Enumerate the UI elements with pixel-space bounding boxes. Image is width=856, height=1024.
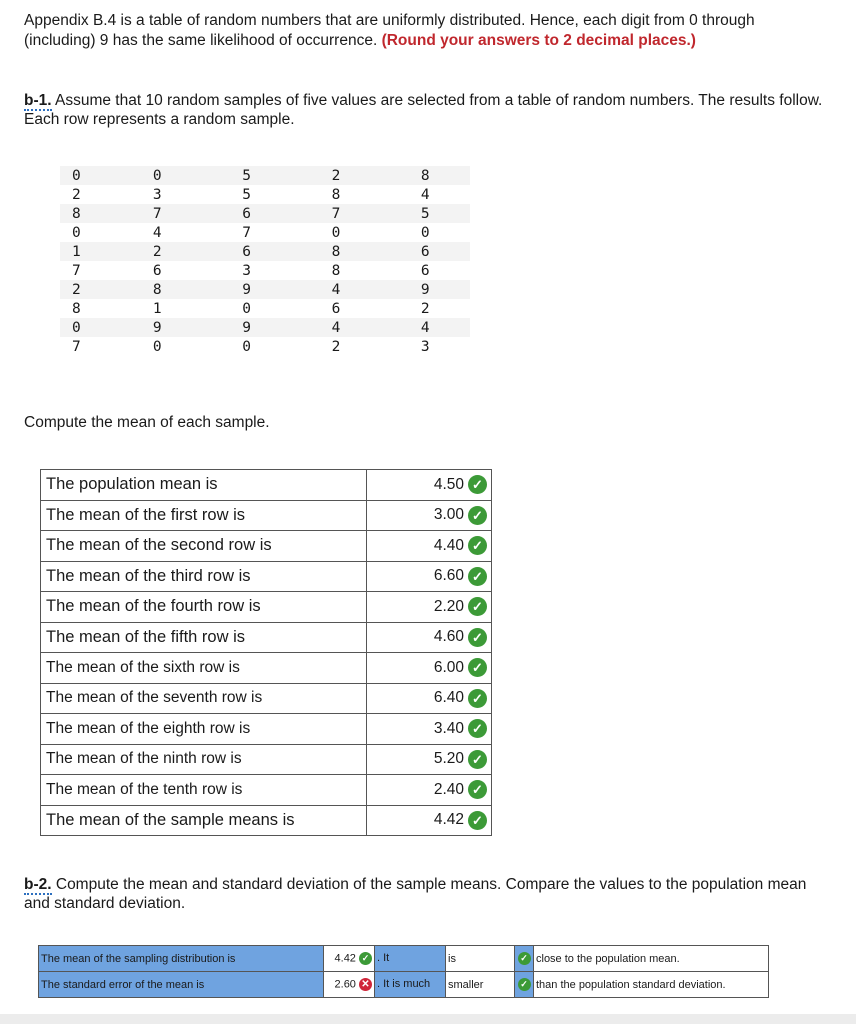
sample-digit: 8 bbox=[420, 167, 430, 184]
mean-sampling-value: 4.42 bbox=[334, 952, 356, 965]
mean-sampling-answer[interactable] bbox=[324, 946, 375, 972]
incorrect-cross-icon: ✕ bbox=[359, 978, 372, 991]
std-error-value: 2.60 bbox=[334, 978, 356, 991]
mean-value: 6.40 bbox=[433, 689, 464, 707]
sample-digit: 2 bbox=[331, 338, 341, 355]
mean-value: 4.60 bbox=[433, 628, 464, 646]
sample-digit: 5 bbox=[242, 186, 251, 203]
dropdown-2-status bbox=[515, 972, 534, 998]
std-error-label: The standard error of the mean is bbox=[39, 972, 324, 998]
sample-digit: 4 bbox=[331, 319, 341, 336]
sample-digit: 0 bbox=[242, 300, 251, 317]
mean-label: The mean of the fifth row is bbox=[41, 622, 367, 653]
mean-answer-field[interactable] bbox=[367, 470, 492, 501]
mean-label: The mean of the eighth row is bbox=[41, 714, 367, 745]
sample-digit: 2 bbox=[331, 167, 341, 184]
intro-paragraph bbox=[24, 11, 824, 51]
mean-row bbox=[41, 592, 492, 623]
mean-row bbox=[41, 714, 492, 745]
mean-row bbox=[41, 683, 492, 714]
comparison-row-mean bbox=[39, 946, 769, 972]
sample-digit: 7 bbox=[152, 205, 162, 222]
sample-digit: 6 bbox=[242, 243, 251, 260]
mean-answer-field[interactable] bbox=[367, 500, 492, 531]
conclusion-dropdown-2[interactable]: than the population standard deviation. bbox=[534, 972, 769, 998]
correct-check-icon: ✓ bbox=[468, 780, 487, 799]
mean-label: The mean of the first row is bbox=[41, 500, 367, 531]
mean-label: The mean of the tenth row is bbox=[41, 775, 367, 806]
compute-instruction: Compute the mean of each sample. bbox=[24, 414, 270, 431]
sample-digit: 0 bbox=[72, 224, 81, 241]
sample-digit: 0 bbox=[72, 167, 81, 184]
rounding-note: (Round your answers to 2 decimal places.) bbox=[381, 32, 696, 49]
correct-check-icon: ✓ bbox=[468, 536, 487, 555]
correct-check-icon: ✓ bbox=[468, 658, 487, 677]
sample-digit: 0 bbox=[72, 319, 81, 336]
sample-row bbox=[60, 223, 470, 242]
page-footer-strip bbox=[0, 1014, 856, 1024]
sample-means-table bbox=[40, 469, 492, 836]
sample-digit: 4 bbox=[420, 186, 430, 203]
mean-label: The mean of the fourth row is bbox=[41, 592, 367, 623]
part-b1-question bbox=[24, 91, 824, 129]
sample-digit: 2 bbox=[152, 243, 162, 260]
correct-check-icon: ✓ bbox=[468, 567, 487, 586]
sample-digit: 6 bbox=[420, 243, 430, 260]
intro-text: Appendix B.4 is a table of random numbers that are uniformly distributed. Hence, each digit from 0 through (including) 9 has the same likelihood of occurrence. bbox=[24, 12, 755, 49]
mean-answer-field[interactable] bbox=[367, 744, 492, 775]
sample-digit: 6 bbox=[420, 262, 430, 279]
correct-check-icon: ✓ bbox=[518, 978, 531, 991]
mean-value: 4.50 bbox=[433, 475, 464, 493]
sample-digit: 8 bbox=[152, 281, 162, 298]
mean-value: 4.42 bbox=[433, 811, 464, 829]
sample-digit: 0 bbox=[331, 224, 341, 241]
mean-answer-field[interactable] bbox=[367, 531, 492, 562]
sample-digit: 9 bbox=[152, 319, 162, 336]
sample-digit: 2 bbox=[72, 186, 81, 203]
part-b2-label[interactable]: b-2. bbox=[24, 876, 52, 893]
correct-check-icon: ✓ bbox=[468, 628, 487, 647]
sample-digit: 4 bbox=[420, 319, 430, 336]
mean-row bbox=[41, 805, 492, 836]
sample-digit: 7 bbox=[72, 338, 81, 355]
correct-check-icon: ✓ bbox=[468, 719, 487, 738]
mean-answer-field[interactable] bbox=[367, 592, 492, 623]
mean-answer-field[interactable] bbox=[367, 561, 492, 592]
mean-label: The population mean is bbox=[41, 470, 367, 501]
sample-digit: 4 bbox=[152, 224, 162, 241]
sample-digit: 3 bbox=[242, 262, 251, 279]
correct-check-icon: ✓ bbox=[518, 952, 531, 965]
correct-check-icon: ✓ bbox=[468, 811, 487, 830]
sample-digit: 8 bbox=[331, 262, 341, 279]
comparison-dropdown-2[interactable]: smaller bbox=[446, 972, 515, 998]
comparison-table bbox=[38, 945, 769, 998]
sample-digit: 3 bbox=[420, 338, 430, 355]
sample-row bbox=[60, 185, 470, 204]
mean-label: The mean of the seventh row is bbox=[41, 683, 367, 714]
mean-answer-field[interactable] bbox=[367, 775, 492, 806]
mean-label: The mean of the second row is bbox=[41, 531, 367, 562]
sample-digit: 1 bbox=[72, 243, 81, 260]
mean-row bbox=[41, 622, 492, 653]
mean-row bbox=[41, 653, 492, 684]
sample-row bbox=[60, 166, 470, 185]
sample-digit: 8 bbox=[331, 186, 341, 203]
mean-value: 3.00 bbox=[433, 506, 464, 524]
mean-row bbox=[41, 744, 492, 775]
mean-label: The mean of the third row is bbox=[41, 561, 367, 592]
sample-row bbox=[60, 261, 470, 280]
part-b2-text: Compute the mean and standard deviation of the sample means. Compare the values to the population mean and standard deviation. bbox=[24, 876, 807, 912]
mean-label: The mean of the sample means is bbox=[41, 805, 367, 836]
sample-digit: 6 bbox=[331, 300, 341, 317]
sample-digit: 5 bbox=[420, 205, 430, 222]
part-b1-text: Assume that 10 random samples of five values are selected from a table of random numbers. The results follow. Each row represents a random sample. bbox=[24, 92, 823, 128]
mean-value: 2.20 bbox=[433, 597, 464, 615]
sample-digit: 6 bbox=[152, 262, 162, 279]
mean-value: 6.60 bbox=[433, 567, 464, 585]
sample-digit: 4 bbox=[331, 281, 341, 298]
mean-row bbox=[41, 531, 492, 562]
mean-value: 3.40 bbox=[433, 719, 464, 737]
mean-value: 6.00 bbox=[433, 658, 464, 676]
sample-digit: 0 bbox=[242, 338, 251, 355]
connector-text-1: . It bbox=[375, 946, 446, 972]
comparison-row-stderr bbox=[39, 972, 769, 998]
sample-digit: 0 bbox=[152, 338, 162, 355]
sample-digit: 7 bbox=[331, 205, 341, 222]
part-b1-label[interactable]: b-1. bbox=[24, 92, 52, 109]
correct-check-icon: ✓ bbox=[468, 597, 487, 616]
sample-digit: 7 bbox=[72, 262, 81, 279]
sample-row bbox=[60, 242, 470, 261]
dropdown-1-status bbox=[515, 946, 534, 972]
mean-label: The mean of the ninth row is bbox=[41, 744, 367, 775]
mean-row bbox=[41, 775, 492, 806]
sample-digit: 5 bbox=[242, 167, 251, 184]
mean-label: The mean of the sixth row is bbox=[41, 653, 367, 684]
sample-digit: 9 bbox=[420, 281, 430, 298]
sample-digit: 8 bbox=[331, 243, 341, 260]
correct-check-icon: ✓ bbox=[468, 475, 487, 494]
part-b2-question bbox=[24, 875, 824, 913]
sample-digit: 9 bbox=[242, 281, 251, 298]
connector-text-2: . It is much bbox=[375, 972, 446, 998]
sample-digit: 8 bbox=[72, 205, 81, 222]
sample-digit: 0 bbox=[152, 167, 162, 184]
sample-row bbox=[60, 337, 470, 356]
sample-row bbox=[60, 204, 470, 223]
sample-digit: 6 bbox=[242, 205, 251, 222]
correct-check-icon: ✓ bbox=[359, 952, 372, 965]
correct-check-icon: ✓ bbox=[468, 506, 487, 525]
std-error-answer[interactable] bbox=[324, 972, 375, 998]
mean-value: 5.20 bbox=[433, 750, 464, 768]
mean-answer-field[interactable] bbox=[367, 683, 492, 714]
mean-answer-field[interactable] bbox=[367, 805, 492, 836]
mean-answer-field[interactable] bbox=[367, 714, 492, 745]
mean-value: 2.40 bbox=[433, 780, 464, 798]
sample-digit: 8 bbox=[72, 300, 81, 317]
sample-digit: 9 bbox=[242, 319, 251, 336]
mean-answer-field[interactable] bbox=[367, 653, 492, 684]
mean-sampling-label: The mean of the sampling distribution is bbox=[39, 946, 324, 972]
mean-answer-field[interactable] bbox=[367, 622, 492, 653]
sample-digit: 3 bbox=[152, 186, 162, 203]
mean-row bbox=[41, 500, 492, 531]
sample-digit: 0 bbox=[420, 224, 430, 241]
sample-row bbox=[60, 280, 470, 299]
correct-check-icon: ✓ bbox=[468, 689, 487, 708]
sample-digit: 7 bbox=[242, 224, 251, 241]
correct-check-icon: ✓ bbox=[468, 750, 487, 769]
sample-digit: 2 bbox=[420, 300, 430, 317]
sample-row bbox=[60, 318, 470, 337]
comparison-dropdown-1[interactable]: is bbox=[446, 946, 515, 972]
sample-digit: 2 bbox=[72, 281, 81, 298]
sample-row bbox=[60, 299, 470, 318]
mean-value: 4.40 bbox=[433, 536, 464, 554]
mean-row bbox=[41, 470, 492, 501]
mean-row bbox=[41, 561, 492, 592]
conclusion-dropdown-1[interactable]: close to the population mean. bbox=[534, 946, 769, 972]
sample-digit: 1 bbox=[152, 300, 162, 317]
random-samples-grid bbox=[60, 166, 470, 356]
